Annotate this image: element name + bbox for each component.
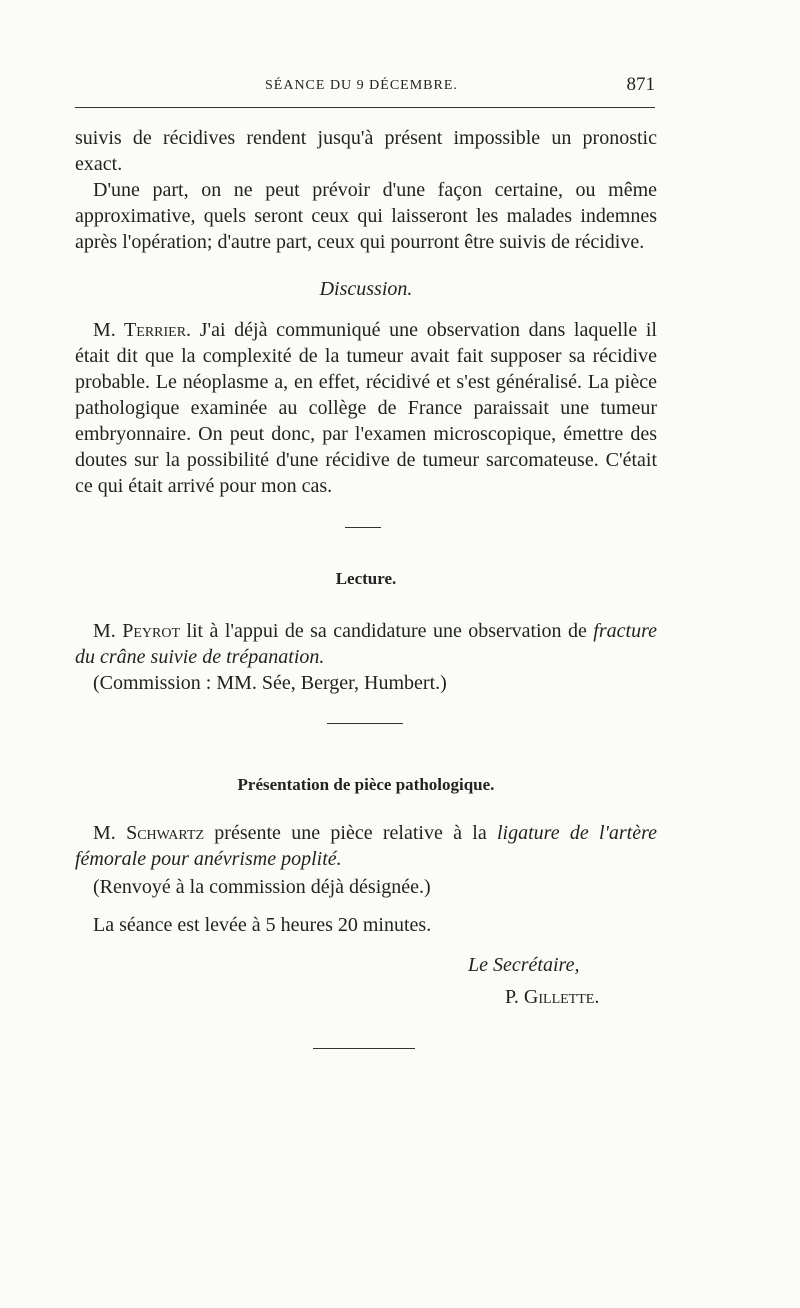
discussion-heading: Discussion. (319, 278, 413, 300)
paragraph-text: lit à l'appui de sa candidature une observation de (180, 620, 594, 642)
paragraph-2: D'une part, on ne peut prévoir d'une façon certaine, ou même approximative, quels seront ceux qui laisseront les malades indemnes après l'opération; d'autre part, ceux qui pourront être suivis de récidive. (75, 179, 657, 253)
running-header (75, 74, 655, 100)
paragraph-peyrot (75, 618, 657, 670)
signature-name: P. Gillette. (505, 986, 600, 1008)
paragraph-text: J'ai déjà communiqué une observation dans laquelle il était dit que la complexité de la tumeur avait fait supposer sa récidive probable. Le néoplasme a, en effet, récidivé et s'est généralisé. La pièce pathologique examinée au collège de France paraissait une tumeur embryonnaire. On peut donc, par l'examen microscopique, émettre des doutes sur la possibilité d'une récidive de tumeur sarcomateuse. C'était ce qui était arrivé pour mon cas. (75, 319, 657, 497)
section-divider (345, 527, 381, 528)
header-title: SÉANCE DU 9 DÉCEMBRE. (265, 78, 458, 93)
lecture-heading: Lecture. (335, 569, 397, 588)
paragraph-closing: La séance est levée à 5 heures 20 minutes. (93, 914, 432, 936)
paragraph-italic: fracture du crâne suivie de trépanation. (75, 620, 657, 668)
paragraph-1: suivis de récidives rendent jusqu'à présent impossible un pronostic exact. (75, 127, 657, 175)
speaker-name: M. Schwartz (93, 822, 205, 844)
paragraph-schwartz (75, 820, 657, 872)
paragraph-italic: ligature de l'artère fémorale pour anévrisme poplité. (75, 822, 657, 870)
speaker-name: M. Peyrot (93, 620, 180, 642)
presentation-heading: Présentation de pièce pathologique. (237, 775, 495, 794)
header-rule (75, 107, 655, 108)
paragraph-commission: (Commission : MM. Sée, Berger, Humbert.) (93, 672, 447, 694)
paragraph-text: présente une pièce relative à la (204, 822, 497, 844)
section-divider (327, 723, 403, 724)
signature-role: Le Secrétaire, (468, 954, 580, 976)
end-rule (313, 1048, 415, 1049)
page-number: 871 (626, 74, 655, 95)
speaker-name: M. Terrier. (93, 319, 192, 341)
paragraph-renvoye: (Renvoyé à la commission déjà désignée.) (93, 876, 431, 898)
paragraph-terrier (75, 317, 657, 499)
